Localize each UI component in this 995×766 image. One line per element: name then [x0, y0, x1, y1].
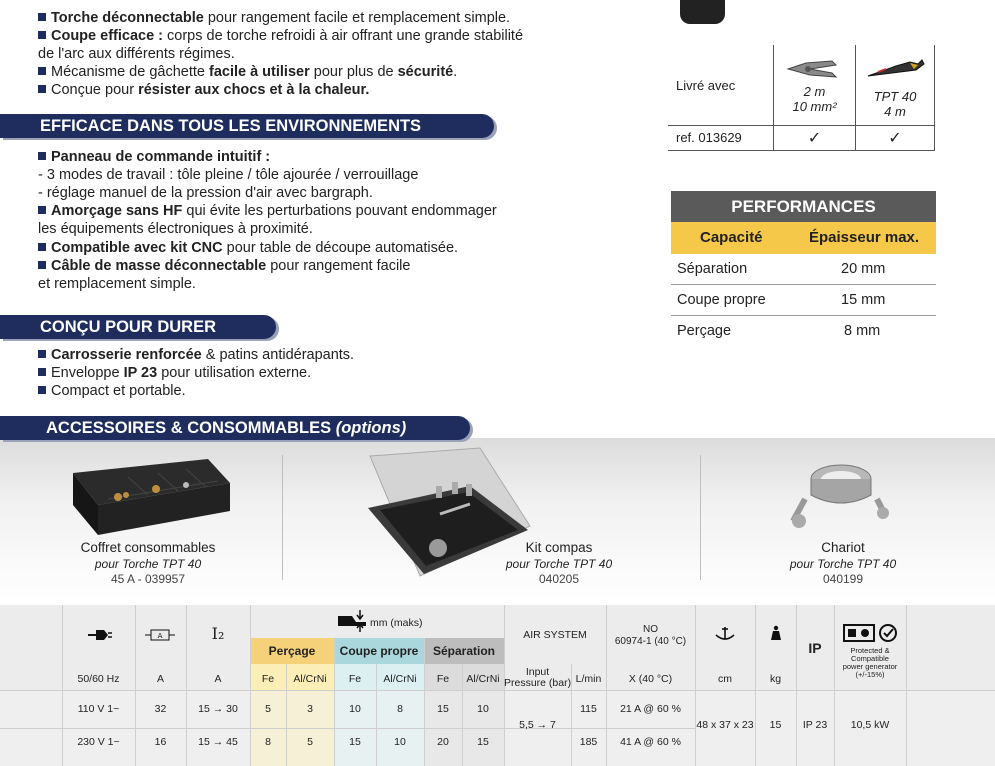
hdr-a1: A — [156, 673, 164, 685]
row1-percage-al: 3 — [307, 703, 313, 715]
row2-percage-al: 5 — [307, 736, 313, 748]
perf-row-percage: Perçage 8 mm — [677, 323, 881, 339]
coupe-header: Coupe propre — [339, 644, 419, 658]
perf-row-separation: Séparation 20 mm — [671, 254, 936, 285]
clamp-length: 2 m — [803, 84, 826, 99]
perf-row-coupe: Coupe propre 15 mm — [671, 285, 936, 316]
coffret-consommables-image — [68, 455, 233, 540]
row1-coupe-fe: 10 — [349, 703, 361, 715]
i2-header: I₂ — [211, 624, 225, 643]
hdr-fe1: Fe — [261, 673, 275, 685]
row2-sep-fe: 20 — [437, 736, 449, 748]
performances-header — [671, 222, 936, 254]
ip-header: IP — [808, 640, 822, 656]
torch-model: TPT 40 — [873, 89, 917, 104]
hdr-fe2: Fe — [348, 673, 362, 685]
bullet-square-icon — [38, 85, 46, 93]
shared-ip: IP 23 — [802, 719, 828, 731]
bullet-square-icon — [38, 13, 46, 21]
ammeter-icon — [145, 629, 175, 641]
bullet-square-icon — [38, 350, 46, 358]
feature-coupe-cont: de l'arc aux différents régimes. — [38, 46, 235, 62]
capacite-header: Capacité — [700, 229, 763, 246]
row1-voltage: 110 V 1~ — [77, 703, 120, 715]
hdr-a2: A — [214, 673, 222, 685]
row1-i2: 15 → 30 — [198, 703, 238, 715]
row1-sep-al: 10 — [477, 703, 489, 715]
row2-i2: 15 → 45 — [198, 736, 238, 748]
feature-cnc: Compatible avec kit CNC pour table de découpe automatisée. — [38, 239, 458, 257]
generator-icon — [843, 622, 899, 644]
hdr-al1: Al/CrNi — [293, 673, 327, 685]
row1-amps: 32 — [154, 703, 167, 715]
accessory-coffret-sub: pour Torche TPT 40 — [94, 557, 202, 571]
row1-percage-fe: 5 — [265, 703, 271, 715]
percage-header: Perçage — [268, 644, 316, 658]
hdr-al3: Al/CrNi — [466, 673, 500, 685]
hdr-lmin: L/min — [575, 673, 602, 685]
earth-clamp-icon — [786, 57, 838, 81]
accessory-chariot-sub: pour Torche TPT 40 — [789, 557, 897, 571]
section-banner-concu: CONÇU POUR DURER — [0, 315, 276, 339]
tolerance-label: (+/-15%) — [855, 670, 885, 679]
norm-header-1: NO — [643, 624, 658, 635]
weight-icon — [769, 625, 783, 641]
feature-reglage: - réglage manuel de la pression d'air avec bargraph. — [38, 185, 373, 201]
feature-resister: Conçue pour résister aux chocs et à la chaleur. — [38, 81, 369, 99]
shared-power: 10,5 kW — [850, 719, 890, 731]
epaisseur-header: Épaisseur max. — [809, 229, 920, 246]
product-image-partial — [680, 0, 725, 24]
row2-coupe-fe: 15 — [349, 736, 361, 748]
row2-sep-al: 15 — [477, 736, 489, 748]
norm-header-2: 60974-1 (40 °C) — [614, 636, 687, 647]
row2-duty: 41 A @ 60 % — [620, 736, 681, 748]
bullet-square-icon — [38, 243, 46, 251]
hdr-al2: Al/CrNi — [383, 673, 417, 685]
bullet-square-icon — [38, 368, 46, 376]
clamp-section: 10 mm² — [792, 99, 837, 114]
bullet-square-icon — [38, 206, 46, 214]
hdr-fe3: Fe — [436, 673, 450, 685]
thickness-icon — [336, 610, 368, 632]
chariot-image — [785, 455, 890, 535]
section-banner-efficace: EFFICACE DANS TOUS LES ENVIRONNEMENTS — [0, 114, 494, 138]
hdr-input2: Pressure (bar) — [504, 677, 572, 689]
row2-percage-fe: 8 — [265, 736, 271, 748]
livre-label: Livré avec — [676, 78, 736, 93]
livre-ref: ref. 013629 — [676, 130, 742, 145]
section-banner-accessoires: ACCESSOIRES & CONSOMMABLES (options) — [0, 416, 470, 440]
power-generator-label: power generator — [842, 662, 898, 671]
feature-cable-cont: et remplacement simple. — [38, 276, 196, 292]
mm-maks-label: mm (maks) — [370, 617, 423, 629]
plug-icon — [86, 628, 112, 642]
feature-enveloppe: Enveloppe IP 23 pour utilisation externe. — [38, 364, 311, 382]
feature-coupe: Coupe efficace : corps de torche refroidi à air offrant une grande stabilité — [38, 27, 523, 45]
protected-label: Protected & — [850, 646, 890, 655]
accessory-kit-ref: 040205 — [538, 572, 580, 586]
check-icon: ✓ — [888, 130, 902, 147]
row2-coupe-al: 10 — [394, 736, 406, 748]
hdr-input1: Input — [525, 666, 550, 678]
plasma-torch-icon — [866, 58, 926, 80]
shared-pressure: 5,5 → 7 — [519, 719, 556, 731]
accessory-kit-sub: pour Torche TPT 40 — [505, 557, 613, 571]
check-icon: ✓ — [807, 130, 822, 147]
accessory-chariot-name: Chariot — [821, 540, 865, 555]
shared-weight: 15 — [769, 719, 782, 731]
separation-header: Séparation — [432, 644, 495, 658]
hdr-kg: kg — [769, 673, 782, 685]
accessory-chariot-ref: 040199 — [822, 572, 864, 586]
row1-sep-fe: 15 — [437, 703, 449, 715]
row1-coupe-al: 8 — [397, 703, 403, 715]
feature-torche: Torche déconnectable pour rangement facile et remplacement simple. — [38, 9, 510, 27]
bullet-square-icon — [38, 67, 46, 75]
feature-panneau: Panneau de commande intuitif : — [38, 148, 270, 166]
performances-title: PERFORMANCES — [671, 191, 936, 222]
bullet-square-icon — [38, 261, 46, 269]
feature-compact: Compact et portable. — [38, 382, 186, 400]
compatible-label: Compatible — [851, 654, 889, 663]
row2-lmin: 185 — [579, 736, 598, 748]
bullet-square-icon — [38, 386, 46, 394]
air-system-header: AIR SYSTEM — [523, 629, 587, 641]
feature-cable: Câble de masse déconnectable pour rangement facile — [38, 257, 410, 275]
row1-duty: 21 A @ 60 % — [620, 703, 681, 715]
bullet-square-icon — [38, 152, 46, 160]
row2-voltage: 230 V 1~ — [77, 736, 120, 748]
hdr-x40: X (40 °C) — [628, 673, 673, 685]
bullet-square-icon — [38, 31, 46, 39]
accessory-coffret-ref: 45 A - 039957 — [110, 572, 186, 586]
row2-amps: 16 — [154, 736, 167, 748]
dimensions-icon — [714, 626, 736, 642]
hdr-hz: 50/60 Hz — [77, 673, 120, 685]
feature-gachette: Mécanisme de gâchette facile à utiliser pour plus de sécurité. — [38, 63, 457, 81]
svg-text:A: A — [157, 632, 163, 640]
hdr-cm: cm — [718, 673, 732, 685]
feature-modes: - 3 modes de travail : tôle pleine / tôle ajourée / verrouillage — [38, 167, 419, 183]
torch-length: 4 m — [884, 104, 906, 119]
row1-lmin: 115 — [580, 703, 597, 715]
feature-carrosserie: Carrosserie renforcée & patins antidérapants. — [38, 346, 354, 364]
accessory-coffret-name: Coffret consommables — [80, 540, 216, 555]
accessory-kit-name: Kit compas — [525, 540, 593, 555]
feature-amorcage-cont: les équipements électroniques à proximité. — [38, 221, 313, 237]
feature-amorcage: Amorçage sans HF qui évite les perturbations pouvant endommager — [38, 202, 497, 220]
shared-dimensions: 48 x 37 x 23 — [696, 719, 754, 731]
